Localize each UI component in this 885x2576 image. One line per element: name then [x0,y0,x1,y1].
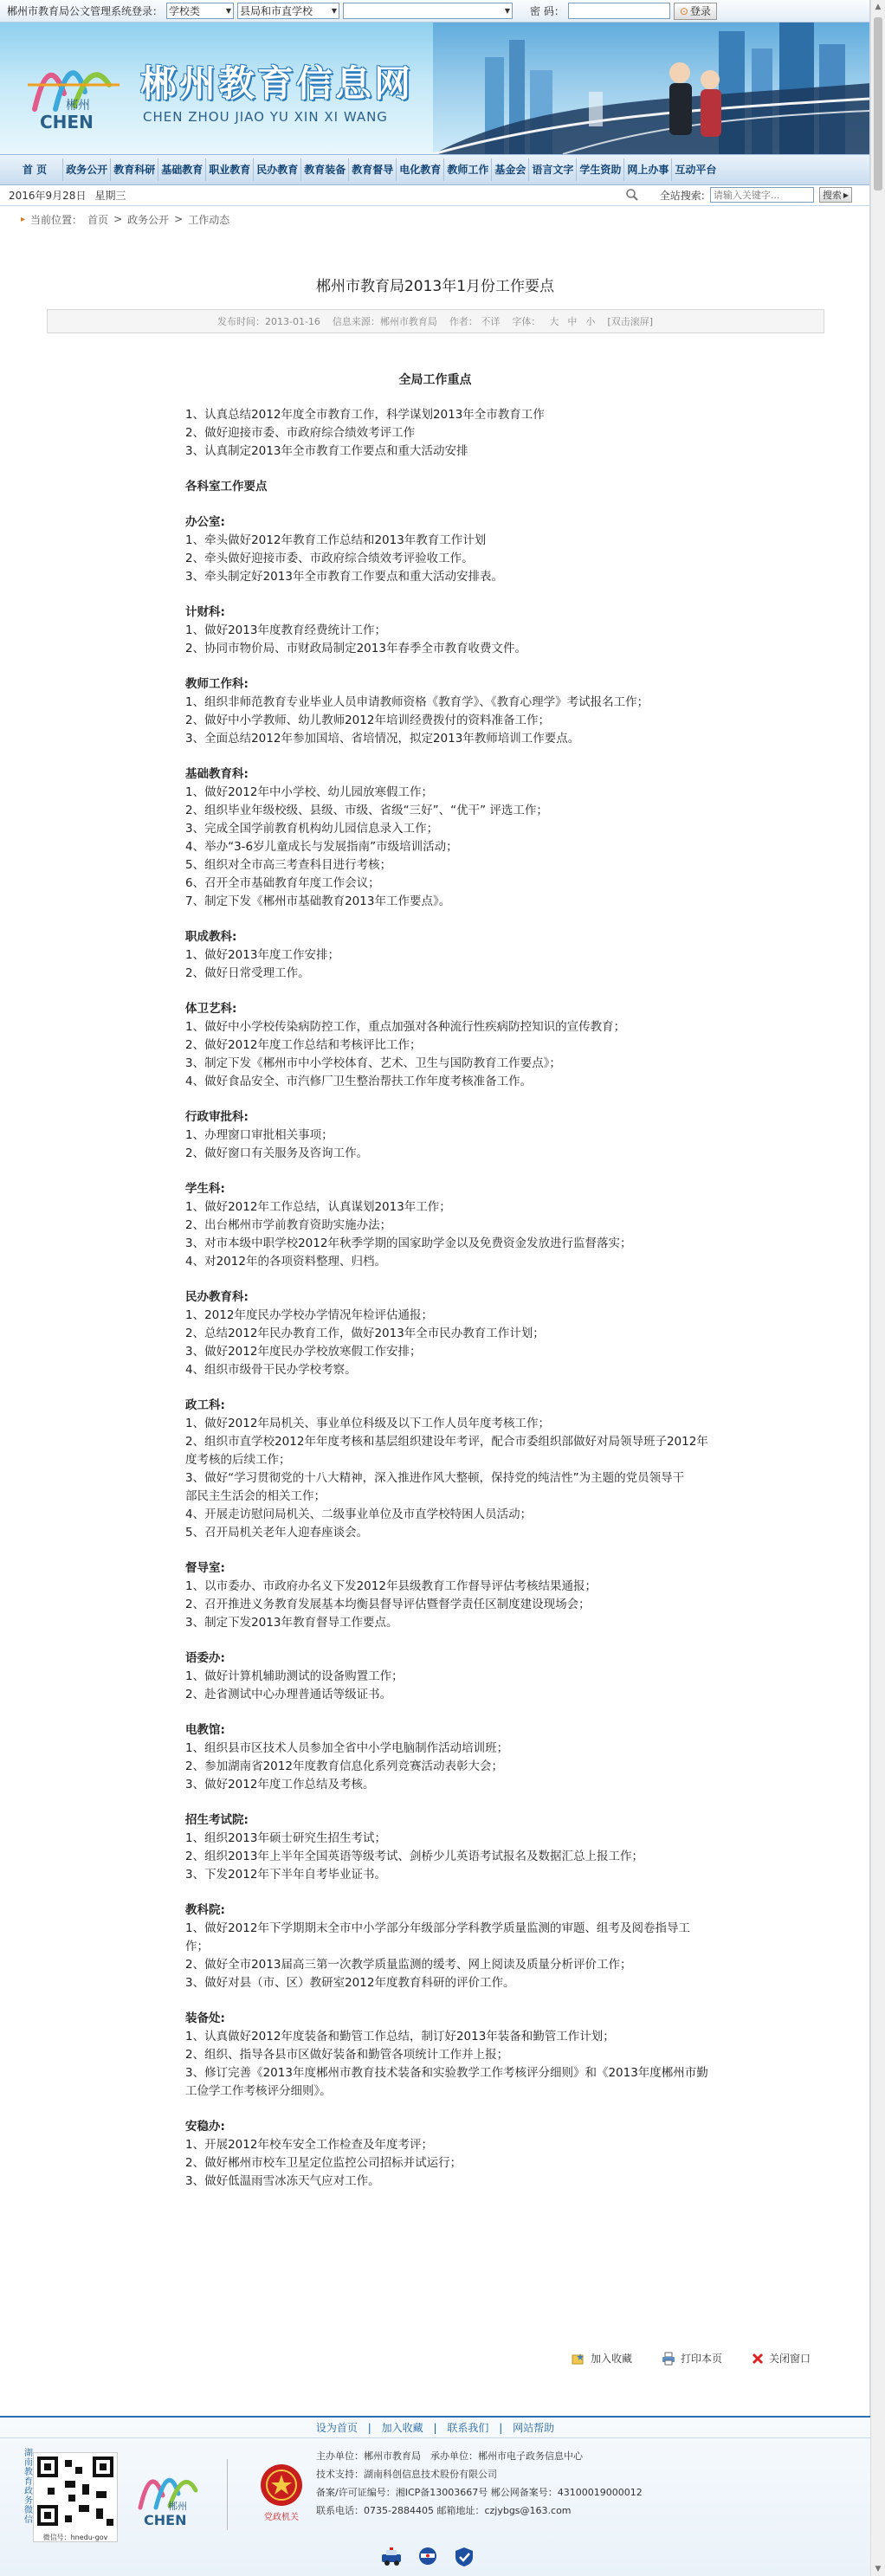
article-line: 2、赴省测试中心办理普通话等级证书。 [185,1688,392,1701]
breadcrumb-home[interactable]: 首页 [87,213,109,226]
footer-links [0,2418,870,2438]
add-favorite-link[interactable]: 加入收藏 [381,2422,423,2434]
section-heading: 基础教育科: [185,767,249,781]
wechat-qr-code [33,2452,118,2542]
article-line: 3、全面总结2012年参加国培、省培情况，拟定2013年教师培训工作要点。 [185,732,580,746]
breadcrumb [0,206,869,232]
login-bar [0,0,869,23]
article-line: 2、做好2012年度工作总结和考核评比工作； [185,1038,422,1052]
article-line: 2、牵头做好迎接市委、市政府综合绩效考评验收工作。 [185,552,474,565]
search-label: 全站搜索: [659,189,705,202]
site-logo [23,42,125,137]
article-line: 1、组织2013年硕士研究生招生考试； [185,1831,386,1845]
bullet-icon: ▸ [21,214,26,224]
article-line: 1、2012年度民办学校办学情况年检评估通报； [185,1308,433,1322]
section-heading: 装备处: [185,2011,225,2025]
unit-name-select[interactable] [343,3,513,19]
site-title-pinyin: CHEN ZHOU JIAO YU XIN XI WANG [143,109,388,125]
nav-item-gov-open[interactable]: 政务公开 [63,158,111,181]
password-label: 密 码： [530,5,565,17]
unit-type-select[interactable]: 学校类 ▼ [166,3,234,19]
set-homepage-link[interactable]: 设为首页 [315,2422,358,2434]
article-line: 1、做好2012年工作总结，认真谋划2013年工作； [185,1200,451,1214]
article-line: 1、以市委办、市政府办名义下发2012年县级教育工作督导评估考核结果通报； [185,1579,597,1593]
footer-contact: 联系电话：0735-2884405 邮箱地址：czjybgs@163.com [316,2505,572,2516]
section-heading: 体卫艺科: [185,1002,237,1016]
auto-scroll-hint[interactable]: [双击滚屏] [607,316,654,327]
scroll-up-icon[interactable]: ▲ [875,3,882,11]
site-banner [0,23,869,154]
unit-group-select[interactable]: 县局和市直学校 ▼ [237,3,339,19]
article-line: 3、制定下发2013年教育督导工作要点。 [185,1616,398,1630]
info-source: 信息来源：郴州市教育局 [332,316,437,327]
footer-organizer: 主办单位：郴州市教育局 承办单位：郴州市电子政务信息中心 [316,2450,583,2462]
section-heading: 招生考试院: [185,1813,249,1827]
section-heading: 语委办: [185,1651,225,1665]
font-size-label: 字体： [512,316,541,327]
contact-us-link[interactable]: 联系我们 [447,2422,489,2434]
city-skyline-illustration [433,23,869,154]
article-line: 1、做好计算机辅助测试的设备购置工作； [185,1669,404,1683]
article-line: 2、做好郴州市校车卫星定位监控公司招标并试运行； [185,2156,462,2170]
article [0,260,870,2191]
article-line: 1、做好2012年局机关、事业单位科级及以下工作人员年度考核工作； [185,1417,550,1430]
article-line: 1、牵头做好2012年教育工作总结和2013年教育工作计划 [185,533,487,547]
font-size-large[interactable]: 大 [549,316,559,327]
gov-organ-badge[interactable] [258,2463,305,2525]
security-shield-icon[interactable] [452,2546,476,2568]
login-icon: ⊙ [679,4,688,17]
site-help-link[interactable]: 网站帮助 [513,2422,555,2434]
author: 作者： 不详 [449,316,501,327]
site-search [625,187,852,203]
article-line: 2、组织市直学校2012年年度考核和基层组织建设年考评，配合市委组织部做好对局领导班子2012年 [185,1435,708,1449]
article-line: 3、对市本级中职学校2012年秋季学期的国家助学金以及免费资金发放进行监督落实； [185,1236,632,1250]
wechat-caption: 湖南教育政务微信 [24,2449,33,2525]
date-search-bar [0,185,869,206]
nav-item-teachers[interactable]: 教师工作 [444,158,492,181]
vertical-scrollbar[interactable] [870,0,885,2576]
current-weekday: 星期三 [94,190,126,202]
svg-text:党政机关: 党政机关 [264,2513,299,2522]
article-line: 1、认真做好2012年度装备和勤管工作总结，制订好2013年装备和勤管工作计划； [185,2030,615,2043]
nav-item-vocational[interactable]: 职业教育 [206,158,254,181]
nav-item-student-aid[interactable]: 学生资助 [577,158,624,181]
section-heading: 政工科: [185,1398,225,1412]
breadcrumb-separator: > [174,213,184,225]
article-line: 4、开展走访慰问局机关、二级事业单位及市直学校特困人员活动； [185,1508,533,1521]
article-line: 4、做好食品安全、市汽修厂卫生整治帮扶工作年度考核准备工作。 [185,1075,533,1088]
article-line: 1、组织县市区技术人员参加全省中小学电脑制作活动培训班； [185,1741,509,1755]
article-line: 3、做好低温雨雪冰冻天气应对工作。 [185,2174,380,2188]
article-line: 1、开展2012年校车安全工作检查及年度考评； [185,2138,433,2152]
password-field[interactable] [568,3,670,19]
article-meta [47,309,824,333]
breadcrumb-gov-open[interactable]: 政务公开 [127,213,170,226]
nav-item-foundation[interactable]: 基金会 [492,158,529,181]
article-line: 3、制定下发《郴州市中小学校体育、艺术、卫生与国防教育工作要点》； [185,1056,561,1070]
section-heading: 各科室工作要点 [185,480,268,494]
nav-item-equipment[interactable]: 教育装备 [301,158,349,181]
close-icon [752,2353,764,2365]
article-line: 1、做好中小学校传染病防控工作，重点加强对各种流行性疾病防控知识的宣传教育； [185,1020,626,1034]
section-heading: 计财科: [185,605,225,619]
article-line: 度考核的后续工作； [185,1453,291,1467]
article-line: 4、组织市级骨干民办学校考察。 [185,1363,357,1377]
article-line: 1、做好2013年度教育经费统计工作； [185,623,386,637]
breadcrumb-work-news[interactable]: 工作动态 [188,213,230,226]
article-line: 1、做好2012年中小学校、幼儿园放寒假工作； [185,785,433,799]
nav-item-e-education[interactable]: 电化教育 [397,158,444,181]
print-page-button[interactable]: 打印本页 [662,2351,722,2366]
article-line: 4、对2012年的各项资料整理、归档。 [185,1255,386,1269]
article-line: 1、做好2012年下学期期末全市中小学部分年级部分学科教学质量监测的审题、组考及阅卷指导工 [185,1921,690,1935]
footer-site-logo [130,2456,208,2534]
chevron-down-icon: ▼ [331,7,338,15]
article-line: 2、做好中小学教师、幼儿教师2012年培训经费拨付的资料准备工作； [185,713,550,727]
article-line: 2、出台郴州市学前教育资助实施办法； [185,1218,392,1232]
section-heading: 全局工作重点 [398,373,472,387]
article-line: 5、组织对全市高三考查科目进行考核； [185,858,392,872]
footer-tech-support: 技术支持：湖南科创信息技术股份有限公司 [316,2469,497,2480]
article-title: 郴州市教育局2013年1月份工作要点 [315,278,555,295]
font-size-small[interactable]: 小 [585,316,596,327]
article-line: 2、做好全市2013届高三第一次教学质量监测的缓考、网上阅读及质量分析评价工作； [185,1958,632,1972]
article-line: 2、组织毕业年级校级、县级、市级、省级“三好”、“优干” 评选工作； [185,804,548,817]
article-line: 部民主生活会的相关工作； [185,1489,326,1503]
nav-item-language[interactable]: 语言文字 [529,158,577,181]
breadcrumb-separator: > [113,213,123,225]
login-label: 郴州市教育局公文管理系统登录： [7,5,164,17]
printer-icon [662,2352,675,2366]
article-line: 3、做好2012年度民办学校放寒假工作安排； [185,1345,422,1359]
chevron-down-icon: ▼ [504,7,511,15]
article-line: 3、认真制定2013年全市教育工作要点和重大活动安排 [185,444,468,458]
search-icon [625,188,639,202]
nav-item-online-service[interactable]: 网上办事 [624,158,672,181]
section-heading: 职成教科: [185,930,237,944]
section-heading: 民办教育科: [185,1290,249,1304]
footer-license: 备案/许可证编号：湘ICP备13003667号 郴公网备案号：43100019000012 [316,2487,643,2498]
article-line: 2、组织、指导各县市区做好装备和勤管各项统计工作并上报； [185,2048,509,2062]
svg-text:郴州: 郴州 [168,2501,187,2512]
current-date: 2016年9月28日 [9,190,87,202]
search-button[interactable]: 搜索 ▶ [819,187,852,203]
chevron-down-icon: ▼ [225,7,232,15]
footer-cert-icons [379,2546,476,2568]
article-line: 2、做好日常受理工作。 [185,966,310,980]
section-heading: 办公室: [185,515,225,529]
article-line: 1、认真总结2012年度全市教育工作，科学谋划2013年全市教育工作 [185,408,545,422]
section-heading: 教科院: [185,1903,225,1917]
article-line: 1、组织非师范教育专业毕业人员申请教师资格《教育学》、《教育心理学》考试报名工作； [185,695,649,709]
section-heading: 行政审批科: [185,1110,249,1124]
search-input[interactable] [710,187,814,203]
article-line: 6、召开全市基础教育年度工作会议； [185,876,380,890]
nav-item-private-edu[interactable]: 民办教育 [254,158,301,181]
section-heading: 督导室: [185,1561,225,1575]
scrollbar-thumb[interactable] [874,17,882,190]
article-line: 2、协同市物价局、市财政局制定2013年春季全市教育收费文件。 [185,642,526,655]
go-arrow-icon: ▶ [843,190,849,199]
article-line: 3、完成全国学前教育机构幼儿园信息录入工作； [185,822,439,836]
nav-item-supervision[interactable]: 教育督导 [349,158,397,181]
article-line: 2、做好窗口有关服务及咨询工作。 [185,1146,369,1160]
article-line: 2、参加湖南省2012年度教育信息化系列竞赛活动表彰大会； [185,1759,503,1773]
article-actions [572,2351,811,2366]
wechat-id: 微信号：hnedu-gov [42,2534,108,2541]
article-line: 2、召开推进义务教育发展基本均衡县督导评估暨督学责任区制度建设现场会； [185,1598,591,1611]
font-size-switcher [512,314,595,328]
footer-link-separator: | [367,2422,371,2434]
site-title: 郴州教育信息网 [140,62,414,105]
article-line: 3、做好对县（市、区）教研室2012年度教育科研的评价工作。 [185,1976,515,1990]
article-line: 2、总结2012年民办教育工作，做好2013年全市民办教育工作计划； [185,1327,545,1340]
article-line: 4、举办“3-6岁儿童成长与发展指南”市级培训活动； [185,840,458,854]
article-line: 7、制定下发《郴州市基础教育2013年工作要点》。 [185,894,451,908]
article-line: 1、做好2013年度工作安排； [185,948,339,962]
login-button[interactable]: ⊙ 登录 [674,3,717,20]
site-footer [0,2416,870,2576]
article-line: 2、组织2013年上半年全国英语等级考试、剑桥少儿英语考试报名及数据汇总上报工作； [185,1850,643,1863]
article-line: 3、做好“学习贯彻党的十八大精神，深入推进作风大整顿，保持党的纯洁性”为主题的党员领导干 [185,1471,685,1485]
article-line: 作； [185,1940,209,1953]
close-window-button[interactable]: 关闭窗口 [752,2351,811,2366]
article-line: 3、牵头制定好2013年全市教育工作要点和重大活动安排表。 [185,570,503,584]
nav-item-home[interactable]: 首 页 [7,158,63,181]
font-size-medium[interactable]: 中 [567,316,578,327]
publish-time: 发布时间：2013-01-16 [216,316,320,327]
svg-text:CHEN: CHEN [144,2512,187,2528]
article-line: 3、下发2012年下半年自考毕业证书。 [185,1868,386,1882]
nav-item-basic-edu[interactable]: 基础教育 [158,158,206,181]
footer-info [316,2447,643,2520]
article-body [0,333,870,2191]
footer-link-separator: | [499,2422,503,2434]
article-line: 2、做好迎接市委、市政府综合绩效考评工作 [185,426,416,440]
article-line: 1、办理窗口审批相关事项； [185,1128,333,1142]
section-heading: 教师工作科: [185,677,249,691]
section-heading: 电教馆: [185,1723,225,1737]
nav-item-research[interactable]: 教育科研 [111,158,158,181]
scroll-down-icon[interactable]: ▼ [875,2565,882,2573]
add-favorite-button[interactable]: 加入收藏 [572,2351,632,2366]
section-heading: 安稳办: [185,2120,225,2134]
cyber-police-icon[interactable] [416,2546,440,2568]
section-heading: 学生科: [185,1182,225,1196]
breadcrumb-label: 当前位置： [30,213,83,226]
nav-item-interaction[interactable]: 互动平台 [675,164,717,176]
article-line: 3、做好2012年度工作总结及考核。 [185,1778,375,1792]
qr-code-icon [34,2453,117,2529]
main-nav [0,154,869,185]
favorite-folder-icon [572,2352,585,2366]
svg-text:CHEN: CHEN [40,112,94,132]
article-line: 工俭学工作考核评分细则》。 [185,2084,332,2098]
svg-text:郴州: 郴州 [66,99,90,113]
article-line: 3、修订完善《2013年度郴州市教育技术装备和实验教学工作考核评分细则》和《2013年度郴州市勤 [185,2066,708,2080]
police-car-icon[interactable] [379,2546,404,2568]
footer-link-separator: | [433,2422,437,2434]
article-line: 5、召开局机关老年人迎春座谈会。 [185,1526,369,1540]
footer-divider [227,2459,228,2530]
